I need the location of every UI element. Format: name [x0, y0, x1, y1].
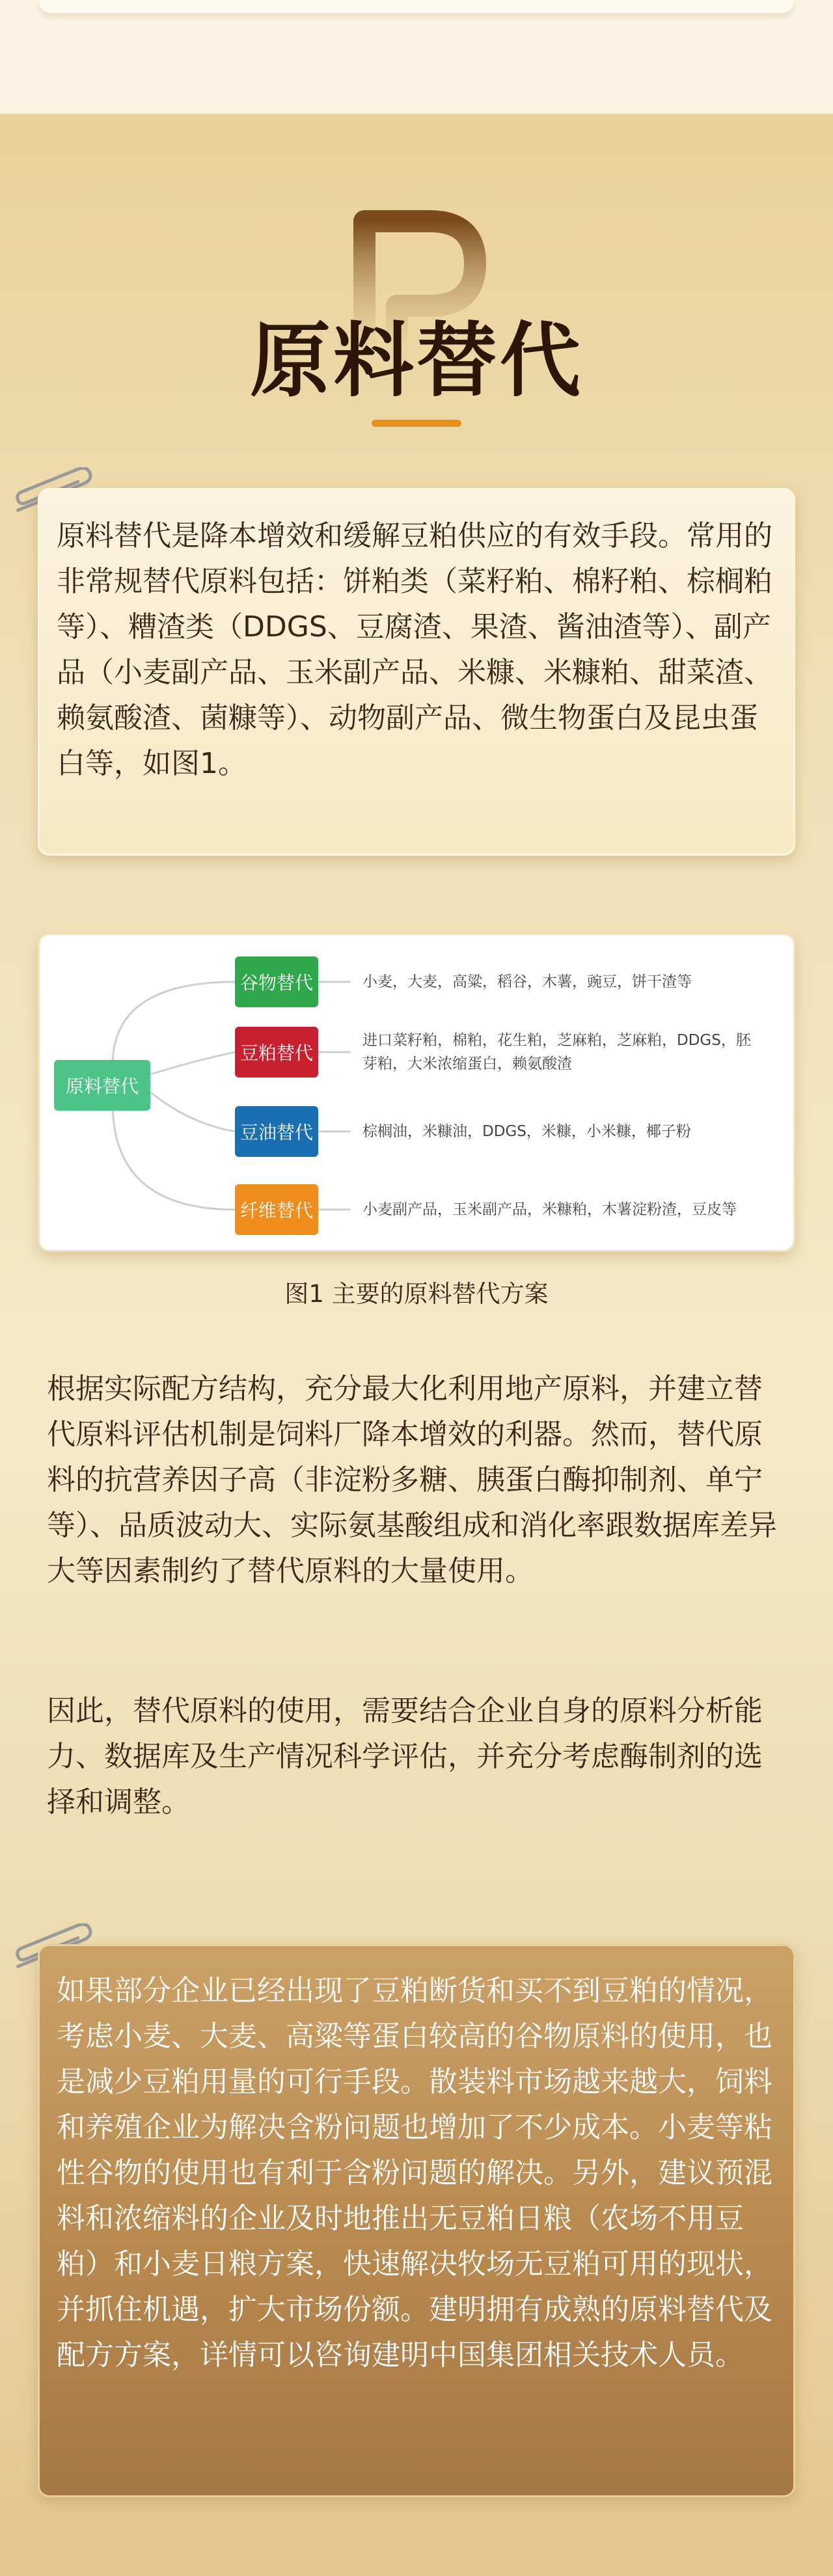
figure1-mindmap [38, 933, 795, 1252]
branch-grain: 谷物替代 [235, 956, 318, 1007]
branch-grain-detail: 小麦，大麦，高粱，稻谷，木薯，豌豆，饼干渣等 [362, 973, 692, 990]
paragraph-2: 因此，替代原料的使用，需要结合企业自身的原料分析能力、数据库及生产情况科学评估，并充分考虑酶制剂的选择和调整。 [47, 1694, 763, 1819]
branch-soyoil: 豆油替代 [235, 1106, 318, 1157]
branch-fiber-detail: 小麦副产品，玉米副产品，米糠粕，木薯淀粉渣，豆皮等 [362, 1201, 737, 1218]
figure1-caption: 图1 主要的原料替代方案 [284, 1280, 549, 1308]
top-band [0, 0, 833, 114]
intro-box [38, 488, 795, 856]
branch-soymeal-detail: 进口菜籽粕，棉粕，花生粕，芝麻粕，芝麻粕，DDGS，胚芽粕，大米浓缩蛋白，赖氨酸渣 [362, 1032, 751, 1072]
section-title: 原料替代 [249, 314, 583, 408]
advice-text: 如果部分企业已经出现了豆粕断货和买不到豆粕的情况，考虑小麦、大麦、高粱等蛋白较高的谷物原料的使用，也是减少豆粕用量的可行手段。散装料市场越来越大，饲料和养殖企业为解决含粉问题也增加了不少成本。小麦等粘性谷物的使用也有利于含粉问题的解决。另外，建议预混料和浓缩料的企业及时地推出无豆粕日粮（农场不用豆粕）和小麦日粮方案，快速解决牧场无豆粕可用的现状，并抓住机遇，扩大市场份额。建明拥有成熟的原料替代及配方方案，详情可以咨询建明中国集团相关技术人员。 [57, 1974, 772, 2372]
title-underline [372, 420, 461, 427]
previous-card-edge [39, 0, 794, 13]
branch-soyoil-detail: 棕榈油，米糠油，DDGS，米糠，小米糠，椰子粉 [362, 1123, 691, 1140]
bottom-strip [0, 2560, 833, 2576]
paragraph-1: 根据实际配方结构，充分最大化利用地产原料，并建立替代原料评估机制是饲料厂降本增效的利器。然而，替代原料的抗营养因子高（非淀粉多糖、胰蛋白酶抑制剂、单宁等）、品质波动大、实际氨基酸组成和消化率跟数据库差异大等因素制约了替代原料的大量使用。 [47, 1372, 777, 1588]
intro-text: 原料替代是降本增效和缓解豆粕供应的有效手段。常用的非常规替代原料包括：饼粕类（菜籽粕、棉籽粕、棕榈粕等）、糟渣类（DDGS、豆腐渣、果渣、酱油渣等）、副产品（小麦副产品、玉米副产品、米糠、米糠粕、甜菜渣、赖氨酸渣、菌糠等）、动物副产品、微生物蛋白及昆虫蛋白等，如图1。 [57, 519, 772, 780]
advice-box [38, 1944, 795, 2497]
section-header [0, 195, 833, 442]
branch-fiber: 纤维替代 [235, 1184, 318, 1235]
mindmap-root-node: 原料替代 [54, 1060, 150, 1111]
branch-soymeal: 豆粕替代 [235, 1027, 318, 1078]
